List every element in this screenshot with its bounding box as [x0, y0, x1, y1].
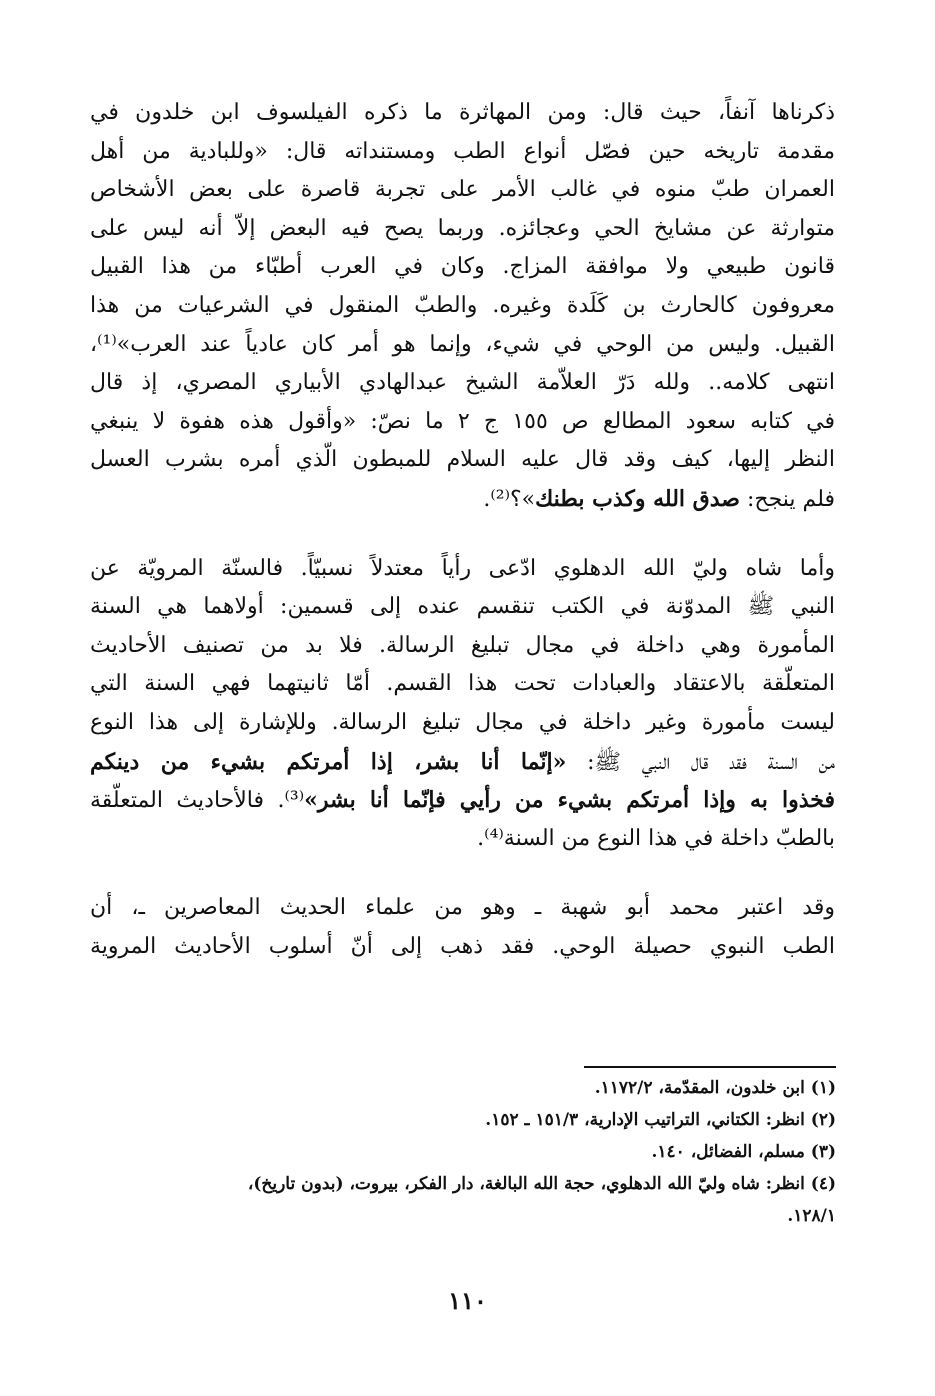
footnote-2: (٢) انظر: الكتاني، التراتيب الإدارية، ١٥١/٣ ـ ١٥٢. [485, 1110, 836, 1130]
text-fragment: »؟⁽²⁾. [483, 486, 536, 512]
text-line: معروفون كالحارث بن كَلَدة وغيره. والطبّ المنقول في الشرعيات من هذا [90, 292, 835, 318]
footnote-separator [584, 1066, 836, 1068]
text-line [90, 781, 835, 820]
text-line: قانون طبيعي ولا موافقة المزاج. وكان في العرب أطبّاء من هذا القبيل [90, 254, 835, 280]
text-line: النبي ﷺ المدوّنة في الكتب تنقسم عنده إلى قسمين: أولاهما هي السنة [90, 594, 835, 620]
text-line [90, 743, 835, 782]
footnote-1: (١) ابن خلدون، المقدّمة، ١١٧٢/٢. [594, 1078, 836, 1098]
paragraph-3 [90, 889, 835, 966]
footnote-3: (٣) مسلم، الفضائل، ١٤٠. [651, 1142, 836, 1162]
hadith-quote: صدق الله وكذب بطنك [535, 485, 740, 512]
hadith-quote: «إنّما أنا بشر، إذا أمرتكم بشيء من دينكم [90, 748, 567, 775]
text-line: النظر إليها، كيف وقد قال عليه السلام للمبطون الّذي أمره بشرب العسل [90, 447, 835, 473]
text-fragment: فلم ينجح: [739, 486, 835, 512]
text-line: وقد اعتبر محمد أبو شهبة ـ وهو من علماء الحديث المعاصرين ـ، أن [90, 895, 835, 921]
text-line: وأما شاه وليّ الله الدهلوي ادّعى رأياً معتدلاً نسبيّاً. فالسنّة المرويّة عن [90, 555, 835, 581]
text-line-last: بالطبّ داخلة في هذا النوع من السنة⁽⁴⁾. [477, 825, 835, 851]
main-text [90, 94, 835, 966]
text-line: مقدمة تاريخه حين فصّل أنواع الطب ومستنداته قال: «وللبادية من أهل [90, 138, 835, 164]
text-line: الطب النبوي حصيلة الوحي. فقد ذهب إلى أنّ أسلوب الأحاديث المروية [90, 933, 835, 959]
paragraph-1 [90, 94, 835, 519]
paragraph-2 [90, 550, 835, 859]
text-line: المتعلّقة بالاعتقاد والعبادات تحت هذا القسم. أمّا ثانيتهما فهي السنة التي [90, 671, 835, 697]
hadith-quote: فخذوا به وإذا أمرتكم بشيء من رأيي فإنّما أنا بشر» [304, 787, 835, 814]
footnote-4-continued: ١٢٨/١. [787, 1206, 836, 1226]
text-line: المأمورة وهي داخلة في مجال تبليغ الرسالة. فلا بد من تصنيف الأحاديث [90, 632, 835, 658]
footnote-4: (٤) انظر: شاه وليّ الله الدهلوي، حجة الله البالغة، دار الفكر، بيروت، (بدون تاريخ)، [247, 1174, 836, 1194]
text-line: متوارثة عن مشايخ الحي وعجائزه. وربما يصح فيه البعض إلاّ أنه ليس على [90, 215, 835, 241]
text-line: القبيل. وليس من الوحي في شيء، وإنما هو أمر كان عادياً عند العرب»⁽¹⁾، [90, 331, 835, 357]
text-line: انتهى كلامه.. ولله دَرّ العلاّمة الشيخ عبدالهادي الأبياري المصري، إذ قال [90, 370, 835, 396]
paragraph-gap [90, 519, 835, 550]
text-line: العمران طبّ منوه في غالب الأمر على تجربة قاصرة على بعض الأشخاص [90, 177, 835, 203]
text-fragment: ⁽³⁾. فالأحاديث المتعلّقة [90, 788, 305, 814]
text-line: ليست مأمورة وغير داخلة في مجال تبليغ الرسالة. وللإشارة إلى هذا النوع [90, 709, 835, 735]
text-line: في كتابه سعود المطالع ص ١٥٥ ج ٢ ما نصّ: «وأقول هذه هفوة لا ينبغي [90, 408, 835, 434]
page-number: ١١٠ [448, 1286, 487, 1315]
text-line-last [90, 480, 835, 519]
text-line: ذكرناها آنفاً، حيث قال: ومن المهاثرة ما ذكره الفيلسوف ابن خلدون في [90, 100, 835, 125]
paragraph-gap [90, 858, 835, 889]
text-fragment: من السنة فقد قال النبي ﷺ: [566, 749, 835, 775]
footnotes [120, 1072, 836, 1232]
